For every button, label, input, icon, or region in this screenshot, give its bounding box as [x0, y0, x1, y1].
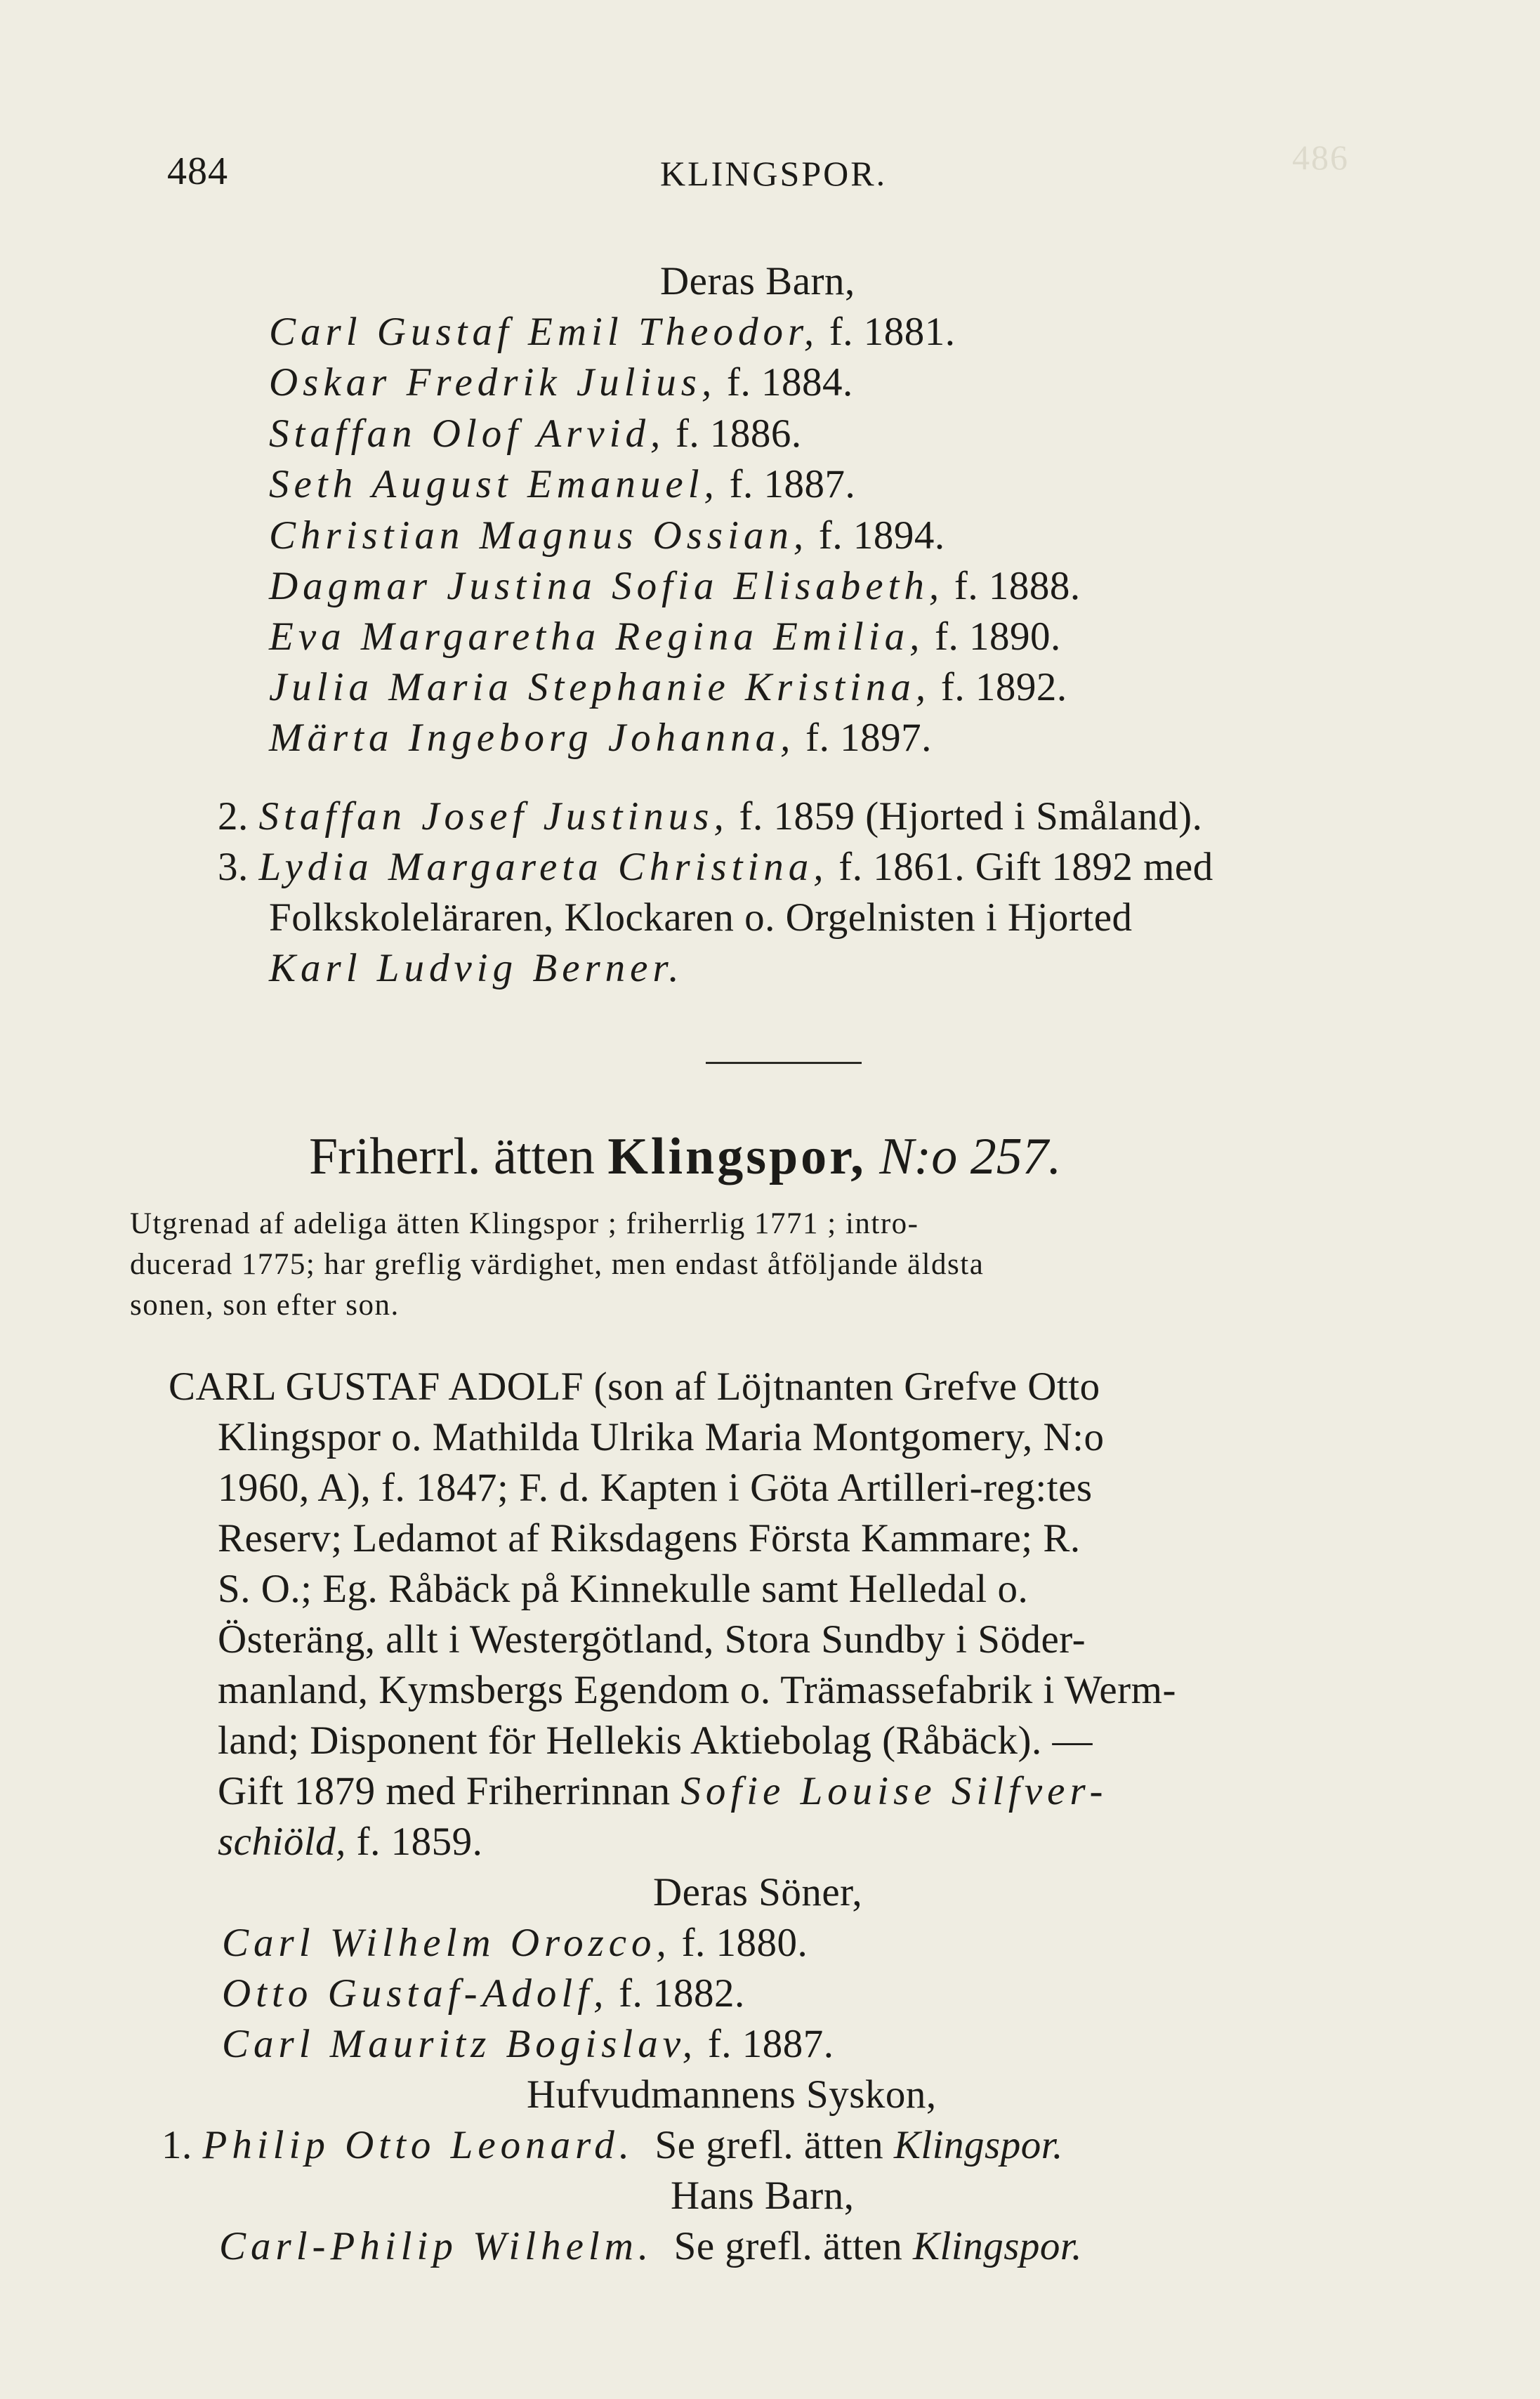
grandchild-row: Carl-Philip Wilhelm. Se grefl. ätten Klingspor.: [219, 2224, 1083, 2268]
main-entry-line: Reserv; Ledamot af Riksdagens Första Kammare; R.: [218, 1516, 1081, 1560]
intro-line: sonen, son efter son.: [130, 1289, 400, 1322]
sons-heading: Deras Söner,: [653, 1870, 863, 1914]
sibling-entry-3-spouse: Karl Ludvig Berner.: [269, 946, 684, 990]
section-divider: [706, 1062, 862, 1064]
intro-line: ducerad 1775; har greflig värdighet, men endast åtföljande äldsta: [130, 1248, 985, 1281]
child-row: Seth August Emanuel, f. 1887.: [269, 462, 856, 506]
child-row: Staffan Olof Arvid, f. 1886.: [269, 412, 802, 456]
sibling-entry-3-cont: Folkskoleläraren, Klockaren o. Orgelnisten i Hjorted: [269, 895, 1133, 940]
child-row: Dagmar Justina Sofia Elisabeth, f. 1888.: [269, 564, 1081, 608]
bleed-through-decoration: 486: [1292, 138, 1349, 177]
child-row: Oskar Fredrik Julius, f. 1884.: [269, 360, 853, 405]
son-row: Carl Wilhelm Orozco, f. 1880.: [222, 1921, 808, 1965]
page-number: 484: [167, 150, 228, 193]
children-heading: Deras Barn,: [660, 259, 855, 303]
section-heading: Friherrl. ätten Klingspor, N:o 257.: [309, 1128, 1062, 1185]
main-entry-line: land; Disponent för Hellekis Aktiebolag (Råbäck). —: [218, 1718, 1093, 1763]
marriage-line: Gift 1879 med Friherrinnan Sofie Louise Silfver-: [218, 1769, 1108, 1813]
son-row: Otto Gustaf-Adolf, f. 1882.: [222, 1971, 745, 2016]
child-row: Carl Gustaf Emil Theodor, f. 1881.: [269, 310, 956, 354]
child-row: Julia Maria Stephanie Kristina, f. 1892.: [269, 665, 1067, 709]
son-row: Carl Mauritz Bogislav, f. 1887.: [222, 2022, 834, 2066]
spouse-line: schiöld, f. 1859.: [218, 1820, 483, 1864]
intro-line: Utgrenad af adeliga ätten Klingspor ; friherrlig 1771 ; intro-: [130, 1207, 919, 1240]
main-entry-line: Österäng, allt i Westergötland, Stora Sundby i Söder-: [218, 1617, 1086, 1662]
sibling-row: 1. Philip Otto Leonard. Se grefl. ätten Klingspor.: [162, 2123, 1063, 2167]
sibling-entry-2: 2. Staffan Josef Justinus, f. 1859 (Hjorted i Småland).: [218, 794, 1203, 839]
siblings-heading: Hufvudmannens Syskon,: [527, 2072, 937, 2117]
child-row: Märta Ingeborg Johanna, f. 1897.: [269, 716, 932, 760]
child-row: Eva Margaretha Regina Emilia, f. 1890.: [269, 614, 1061, 659]
main-entry-line: CARL GUSTAF ADOLF (son af Löjtnanten Grefve Otto: [169, 1365, 1100, 1409]
main-entry-line: Klingspor o. Mathilda Ulrika Maria Montgomery, N:o: [218, 1415, 1105, 1459]
child-row: Christian Magnus Ossian, f. 1894.: [269, 513, 945, 558]
his-children-heading: Hans Barn,: [671, 2174, 855, 2218]
running-title: KLINGSPOR.: [660, 154, 888, 193]
main-entry-line: manland, Kymsbergs Egendom o. Trämassefabrik i Werm-: [218, 1668, 1176, 1712]
main-entry-line: 1960, A), f. 1847; F. d. Kapten i Göta Artilleri-reg:tes: [218, 1466, 1093, 1510]
main-entry-line: S. O.; Eg. Råbäck på Kinnekulle samt Helledal o.: [218, 1567, 1029, 1611]
sibling-entry-3: 3. Lydia Margareta Christina, f. 1861. Gift 1892 med: [218, 845, 1213, 889]
